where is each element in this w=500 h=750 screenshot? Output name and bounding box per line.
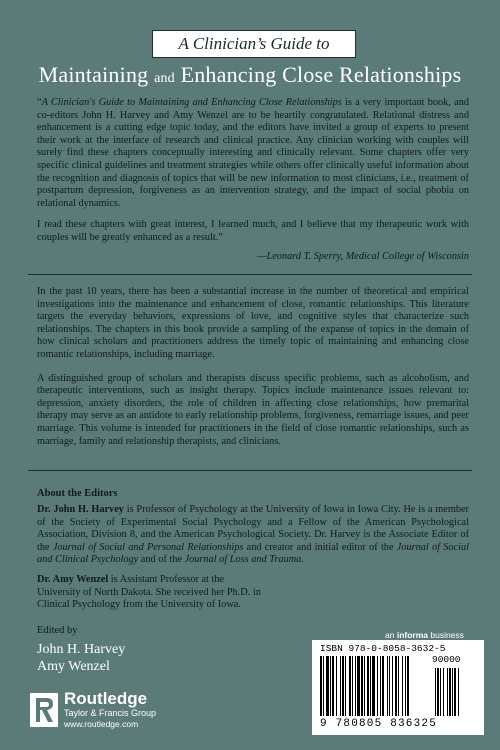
- price-code: 90000: [432, 654, 461, 665]
- publisher-logo: [30, 690, 156, 729]
- editor-name: Amy Wenzel: [37, 659, 110, 674]
- divider: [28, 274, 472, 275]
- title-and: and: [154, 71, 175, 86]
- harvey-bio-text: and creator and initial editor of the: [243, 541, 397, 553]
- informa-suffix: business: [428, 630, 464, 640]
- publisher-text: [64, 690, 156, 729]
- barcode-bars: [320, 656, 480, 718]
- endorsement-para2: I read these chapters with great interest, I learned much, and I believe that my therapeutic work with couples will be greatly enhanced as a result.”: [37, 219, 469, 243]
- barcode-digits: 9 780805 836325: [320, 718, 438, 730]
- endorsement-quote: [37, 97, 469, 272]
- book-description: [37, 286, 469, 459]
- editor-name: John H. Harvey: [37, 642, 126, 657]
- harvey-bio: [37, 504, 469, 567]
- title-part2: Enhancing Close Relationships: [180, 62, 462, 87]
- harvey-name: Dr. John H. Harvey: [37, 504, 124, 515]
- barcode: [312, 640, 484, 735]
- publisher-url: www.routledge.com: [64, 719, 139, 729]
- endorsement-para1: “A Clinician's Guide to Maintaining and Enhancing Close Relationships is a very important book, and co-editors John H. Harvey and Amy Wenzel are to be heartily congratulated. Relational distress and enhancement is a cutting edge topic today, and the editors have invited a group of experts to present their work at the interface of research and clinical practice. Any clinician working with couples will surely find these chapters conceptually interesting and clinically relevant. Some chapters offer very specific clinical guidelines and treatment strategies while others offer clinically useful information about the recognition and diagnosis of topics that will be new information to most clinicians, i.e., treatment of postpartum depression, forgiveness as an intervention strategy, and the impact of social phobia on relational dynamics.: [37, 97, 469, 209]
- wenzel-name: Dr. Amy Wenzel: [37, 574, 109, 585]
- book-title: [0, 62, 500, 88]
- edited-by-label: Edited by: [37, 625, 78, 636]
- isbn-number: ISBN 978-0-8058-3632-5: [320, 643, 446, 654]
- harvey-bio-text: and of the: [138, 554, 185, 566]
- divider: [28, 470, 472, 471]
- description-para1: In the past 10 years, there has been a substantial increase in the number of theoretical and empirical investigations into the maintenance and enhancement of close, romantic relationships. This literature targets the everyday behaviors, expressions of love, and cognitive styles that characterize such relationships. The chapters in this book provide a sampling of the expanse of topics in the domain of how clinical scholars and practitioners address the timely topic of maintaining and enhancing close romantic relationships, including marriage.: [37, 286, 469, 360]
- journal-title: Journal of Loss and Trauma.: [184, 554, 304, 566]
- endorsement-book-title: A Clinician's Guide to Maintaining and Enhancing Close Relationships: [41, 97, 342, 108]
- description-para2: A distinguished group of scholars and therapists discuss specific problems, such as alcoholism, and therapeutic interventions, such as insight therapy. Topics include maintenance issues relevant to: depression, anxiety disorders, the role of children in affecting close relationships, how premarital therapy may serve as an antidote to early relationship problems, forgiveness, remarriage issues, and peer marriage. This volume is intended for practitioners in the field of close romantic relationships, such as marriage, family and relationship therapists, and clinicians.: [37, 372, 469, 447]
- subtitle-box: [152, 30, 356, 58]
- informa-prefix: an: [385, 630, 397, 640]
- informa-business-tag: [385, 630, 464, 640]
- informa-brand: informa: [396, 630, 428, 640]
- endorsement-para1-text: is a very important book, and co-editors John H. Harvey and Amy Wenzel are to be heartily congratulated. Relational distress and enhancement is a cutting edge topic today, and the editors have invited a group of experts to present their work at the interface of research and clinical practice. Any clinician working with couples will surely find these chapters conceptually interesting and clinically relevant. Some chapters offer very specific clinical guidelines and treatment strategies while others offer clinically useful information about the recognition and diagnosis of topics that will be new information to most clinicians, i.e., treatment of postpartum depression, forgiveness as an intervention strategy, and the impact of social phobia on relational dynamics.: [37, 97, 469, 209]
- publisher-name: Routledge: [64, 689, 148, 708]
- about-editors-heading: About the Editors: [37, 488, 118, 499]
- wenzel-bio-text: is Assistant Professor at the University of North Dakota. She received her Ph.D. in Clinical Psychology from the University of Iowa.: [37, 574, 261, 611]
- wenzel-bio: [37, 574, 269, 612]
- title-part1: Maintaining: [38, 62, 149, 87]
- journal-title: Journal of Social and Personal Relationships: [52, 541, 244, 553]
- subtitle: A Clinician’s Guide to: [178, 34, 330, 53]
- endorsement-attribution: —Leonard T. Sperry, Medical College of Wisconsin: [257, 250, 469, 262]
- journal-title: Journal of Social and Clinical Psychology: [37, 541, 469, 566]
- harvey-bio-text: is Professor of Psychology at the University of Iowa in Iowa City. He is a member of the Society of Experimental Social Psychology and a Fellow of the American Psychological Association, Division 8, and the American Psychological Society. Dr. Harvey is the Associate Editor of the: [37, 504, 469, 553]
- routledge-mark-icon: [30, 693, 58, 727]
- publisher-group: Taylor & Francis Group: [64, 708, 157, 718]
